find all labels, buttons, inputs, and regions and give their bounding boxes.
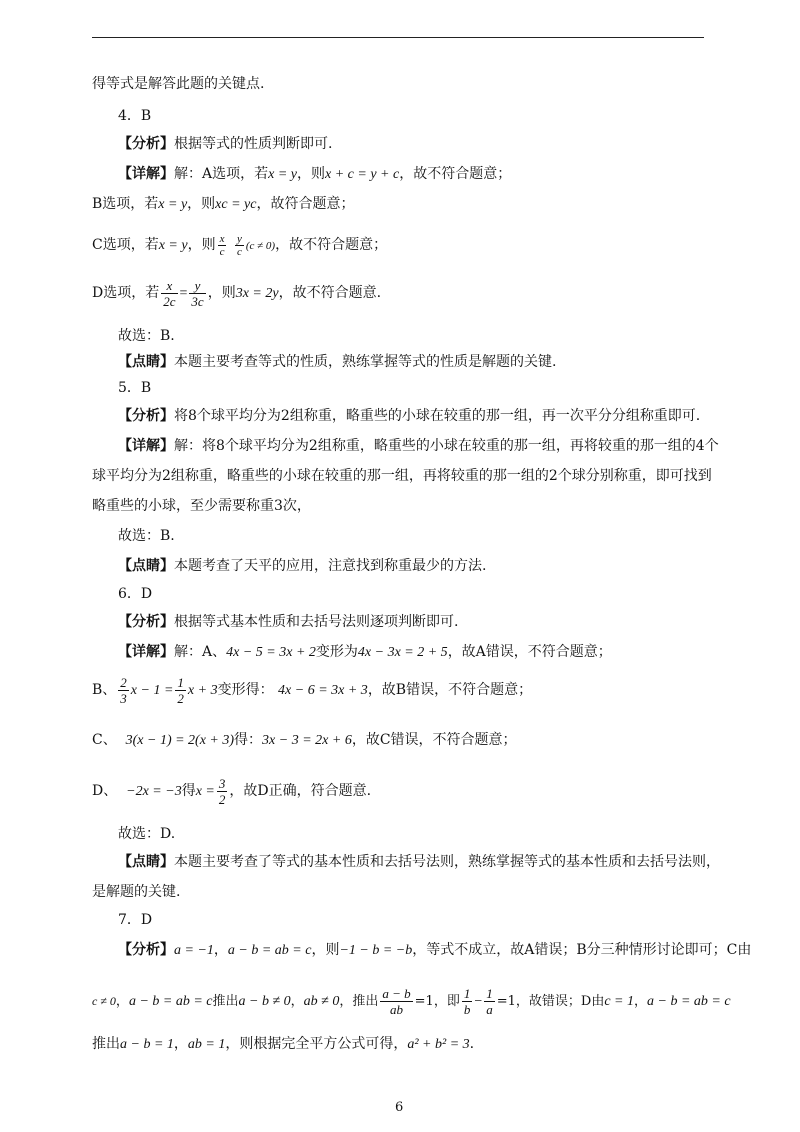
q6-detail-b [92, 670, 532, 711]
denominator: 2 [177, 690, 184, 706]
text: =1 [496, 994, 516, 1009]
q6-analysis [118, 612, 458, 632]
denominator: 3 [120, 690, 127, 706]
q4-detail-b [92, 194, 354, 215]
q4-detail-c [92, 228, 387, 263]
text: 本题考查了天平的应用，注意找到称重最少的方法. [174, 558, 487, 574]
text: ，故不符合题意； [275, 237, 388, 253]
text: ，故C错误，不符合题意； [351, 732, 517, 748]
math: − [474, 994, 483, 1009]
text: ，故不符合题意. [278, 285, 382, 301]
comment-label: 【点睛】 [118, 854, 174, 870]
text: 解：将8个球平均分为2组称重，略重些的小球在较重的那一组，再将较重的那一组的4个 [174, 438, 719, 454]
math: 4x − 3x = 2 + 5 [357, 645, 448, 660]
analysis-label: 【分析】 [118, 614, 174, 630]
text: ，故错误；D由 [515, 994, 605, 1009]
fraction [462, 986, 473, 1017]
q6-comment-1 [118, 852, 720, 872]
math: −1 − b = −b [339, 943, 413, 958]
fraction [118, 675, 129, 706]
text: C、 [92, 732, 117, 748]
text: ，则 [311, 942, 340, 958]
text: 得 [181, 783, 196, 799]
text: ， [290, 994, 304, 1009]
q5-comment [118, 556, 486, 576]
text: 变形为 [315, 644, 358, 660]
text: 变形得： [217, 682, 274, 698]
denominator: 2 [218, 791, 226, 807]
math: a − b = ab = c [128, 994, 213, 1009]
text: ，推出 [339, 994, 379, 1009]
math: 3x = 2y [235, 286, 279, 301]
math: 3x − 3 = 2x + 6 [262, 733, 352, 748]
numerator: y [236, 232, 242, 245]
math: x = y [158, 197, 188, 212]
text: 将8个球平均分为2组称重，略重些的小球在较重的那一组，再一次平分分组称重即可. [174, 408, 701, 424]
text: B、 [92, 682, 117, 698]
text: B选项，若 [92, 196, 159, 212]
numerator: 2 [120, 674, 127, 690]
math: = [179, 286, 188, 301]
math: (c ≠ 0) [245, 240, 276, 252]
page-number: 6 [395, 1100, 404, 1115]
math: a − b = ab = c [227, 943, 312, 958]
denominator: 3c [191, 293, 204, 309]
numerator: 1 [463, 986, 471, 1001]
text: ，故D正确，符合题意. [229, 783, 372, 799]
text: C选项，若 [92, 237, 159, 253]
header-rule [92, 37, 704, 38]
math: x + c = y + c [325, 167, 400, 182]
analysis-label: 【分析】 [118, 942, 174, 958]
text: ，则根据完全平方公式可得， [225, 1036, 408, 1052]
text: ，故符合题意； [256, 196, 355, 212]
math: 3(x − 1) = 2(x + 3) [125, 733, 235, 748]
text: 推出 [92, 1036, 120, 1052]
math: a² + b² = 3 [407, 1037, 470, 1052]
detail-label: 【详解】 [118, 166, 174, 182]
text: ， [213, 942, 228, 958]
math: 4x − 6 = 3x + 3 [278, 683, 368, 698]
math: x = y [158, 238, 188, 253]
text: ， [173, 1036, 188, 1052]
analysis-label: 【分析】 [118, 408, 174, 424]
math: c ≠ 0 [92, 994, 116, 1008]
q5-analysis [118, 406, 700, 426]
text: =1，即 [414, 994, 460, 1009]
q4-detail-a [118, 164, 511, 185]
text: ，则 [187, 196, 216, 212]
q4-answer: 4．B [118, 108, 152, 124]
text: 本题主要考查等式的性质，熟练掌握等式的性质是解题的关键. [174, 354, 557, 370]
math: a − b ≠ 0 [238, 994, 291, 1009]
numerator: x [219, 232, 225, 245]
q6-detail-c [92, 730, 517, 751]
text: . [469, 1036, 475, 1052]
fraction [217, 776, 228, 807]
text: ，故不符合题意； [399, 166, 512, 182]
text: D、 [92, 783, 118, 799]
text: 得： [234, 732, 263, 748]
numerator: y [189, 278, 205, 294]
math: x + 3 [187, 683, 218, 698]
fraction [380, 986, 412, 1017]
q5-detail-2: 球平均分为2组称重，略重些的小球在较重的那一组，再将较重的那一组的2个球分别称重，即可找到 [92, 468, 712, 484]
math: xc = yc [215, 197, 257, 212]
text: 根据等式基本性质和去括号法则逐项判断即可. [174, 614, 459, 630]
q7-analysis-1 [118, 940, 751, 961]
numerator: a − b [382, 986, 411, 1001]
q7-analysis-3 [92, 1034, 474, 1055]
text: 推出 [212, 994, 239, 1009]
text: ，则 [207, 285, 236, 301]
q6-choice: 故选：D. [118, 826, 176, 842]
math: x = y [268, 167, 297, 182]
denominator: ab [390, 1002, 404, 1017]
fraction [235, 233, 244, 258]
comment-label: 【点睛】 [118, 354, 174, 370]
text: ，故A错误，不符合题意； [447, 644, 612, 660]
text: ， [634, 994, 648, 1009]
math: a − b = 1 [120, 1037, 174, 1052]
math: x = [195, 784, 215, 799]
math: 4x − 5 = 3x + 2 [226, 645, 316, 660]
text: ，等式不成立，故A错误；B分三种情形讨论即可；C由 [412, 942, 752, 958]
q7-analysis-2 [92, 982, 731, 1021]
q7-answer: 7．D [118, 912, 153, 928]
comment-label: 【点睛】 [118, 558, 174, 574]
numerator: 1 [177, 674, 184, 690]
math: a − b = ab = c [647, 994, 731, 1009]
math: a = −1 [174, 943, 214, 958]
denominator: a [486, 1002, 493, 1017]
analysis-label: 【分析】 [118, 136, 174, 152]
q6-comment-2: 是解题的关键. [92, 884, 181, 900]
text: 解：A选项，若 [174, 166, 269, 182]
numerator: 3 [218, 775, 226, 791]
math: ab = 1 [187, 1037, 226, 1052]
q5-detail-3: 略重些的小球，至少需要称重3次， [92, 498, 311, 514]
intro-line: 得等式是解答此题的关键点. [92, 76, 265, 92]
denominator: c [219, 245, 225, 258]
text: ，则 [297, 166, 325, 182]
fraction [175, 675, 186, 706]
numerator: 1 [486, 986, 493, 1001]
denominator: c [236, 245, 242, 258]
text: ，故B错误，不符合题意； [367, 682, 533, 698]
denominator: 2c [163, 293, 176, 309]
q4-detail-d [92, 274, 381, 313]
numerator: x [161, 278, 177, 294]
text: ， [115, 994, 129, 1009]
fraction [189, 278, 205, 309]
fraction [218, 233, 227, 258]
q4-comment [118, 352, 556, 372]
detail-label: 【详解】 [118, 644, 174, 660]
analysis-text: 根据等式的性质判断即可. [174, 136, 333, 152]
q6-detail-a [118, 642, 612, 663]
q4-choice: 故选：B. [118, 328, 175, 344]
fraction [484, 986, 495, 1017]
text: 解：A、 [174, 644, 227, 660]
q5-answer: 5．B [118, 380, 152, 396]
math: −2x = −3 [126, 784, 182, 799]
q6-answer: 6．D [118, 586, 153, 602]
text: D选项，若 [92, 285, 160, 301]
detail-label: 【详解】 [118, 438, 174, 454]
denominator: b [463, 1002, 471, 1017]
q6-detail-d [92, 772, 371, 811]
fraction [161, 278, 177, 309]
q5-choice: 故选：B. [118, 528, 175, 544]
math: c = 1 [604, 994, 635, 1009]
text: ，则 [187, 237, 216, 253]
q4-analysis [118, 134, 332, 154]
math: x − 1 = [130, 683, 174, 698]
q5-detail-1 [118, 436, 719, 456]
math: ab ≠ 0 [303, 994, 340, 1009]
text: 本题主要考查了等式的基本性质和去括号法则，熟练掌握等式的基本性质和去括号法则， [174, 854, 720, 870]
